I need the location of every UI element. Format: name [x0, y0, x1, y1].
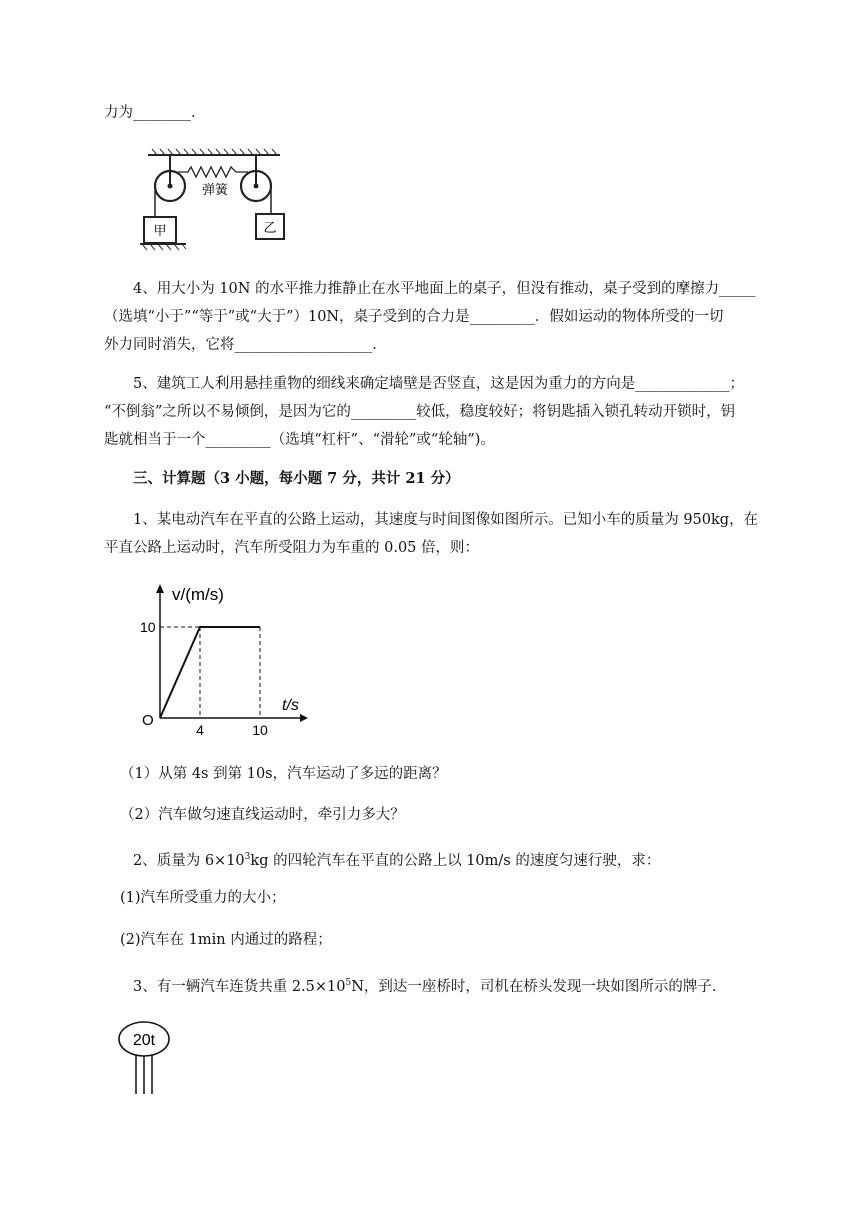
calc1-sub-1: （1）从第 4s 到第 10s，汽车运动了多远的距离？: [120, 766, 447, 782]
calc2-pre: 2、质量为 6×10: [133, 852, 245, 869]
block-yi-label: 乙: [263, 220, 277, 235]
calc3-pre: 3、有一辆汽车连货共重 2.5×10: [133, 978, 346, 995]
calc3-post: N，到达一座桥时，司机在桥头发现一块如图所示的牌子.: [351, 978, 717, 995]
weight-limit-sign: [116, 1020, 176, 1095]
calc1-line-2: 平直公路上运动时，汽车所受阻力为车重的 0.05 倍，则：: [104, 540, 480, 556]
q5-line-1: 5、建筑工人利用悬挂重物的细线来确定墙壁是否竖直，这是因为重力的方向是_____________；: [133, 376, 744, 392]
y-tick-label-10: 10: [140, 619, 156, 635]
calc3-line-1: [133, 969, 833, 1001]
calc2-line-1: [133, 843, 833, 875]
velocity-time-graph: [132, 578, 312, 738]
y-axis-arrow: [156, 584, 164, 593]
pulley-spring-figure: [140, 148, 290, 252]
q5-line-2: “不倒翁”之所以不易倾倒，是因为它的_________较低，稳度较好；将钥匙插入锁孔转动开锁时，钥: [104, 404, 736, 420]
x-tick-label-4: 4: [196, 722, 204, 738]
sign-text: 20t: [132, 1032, 156, 1049]
q5-line-3: 匙就相当于一个_________（选填“杠杆”、“滑轮”或“轮轴”)。: [104, 432, 495, 448]
velocity-series-line: [160, 627, 260, 718]
q4-line-3: 外力同时消失，它将___________________．: [104, 337, 387, 353]
block-jia-label: 甲: [153, 223, 167, 238]
calc2-sub-1: (1)汽车所受重力的大小；: [120, 890, 286, 906]
calc3-sup: 5: [345, 978, 352, 988]
q3-tail-line: 力为________．: [104, 105, 206, 121]
calc1-line-1: 1、某电动汽车在平直的公路上运动，其速度与时间图像如图所示。已知小车的质量为 950kg，在: [133, 512, 759, 528]
x-axis-label: t/s: [282, 697, 299, 714]
q4-line-1: 4、用大小为 10N 的水平推力推静止在水平地面上的桌子，但没有推动，桌子受到的摩擦力_____: [133, 281, 756, 297]
calc2-post: kg 的四轮汽车在平直的公路上以 10m/s 的速度匀速行驶，求：: [250, 852, 661, 869]
calc1-sub-2: （2）汽车做匀速直线运动时，牵引力多大？: [120, 807, 405, 823]
q4-line-2: （选填“小于”“等于”或“大于”）10N，桌子受到的合力是_________．假如运动的物体所受的一切: [104, 309, 724, 325]
section-3-title: 三、计算题（3 小题，每小题 7 分，共计 21 分）: [133, 470, 460, 487]
origin-label: O: [142, 712, 154, 729]
y-axis-label: v/(m/s): [172, 585, 224, 604]
calc2-sub-2: (2)汽车在 1min 内通过的路程；: [120, 932, 332, 948]
x-tick-label-10: 10: [252, 722, 268, 738]
spring-label: 弹簧: [201, 182, 229, 197]
x-axis-arrow: [300, 714, 308, 722]
calc2-sup: 3: [244, 852, 251, 862]
